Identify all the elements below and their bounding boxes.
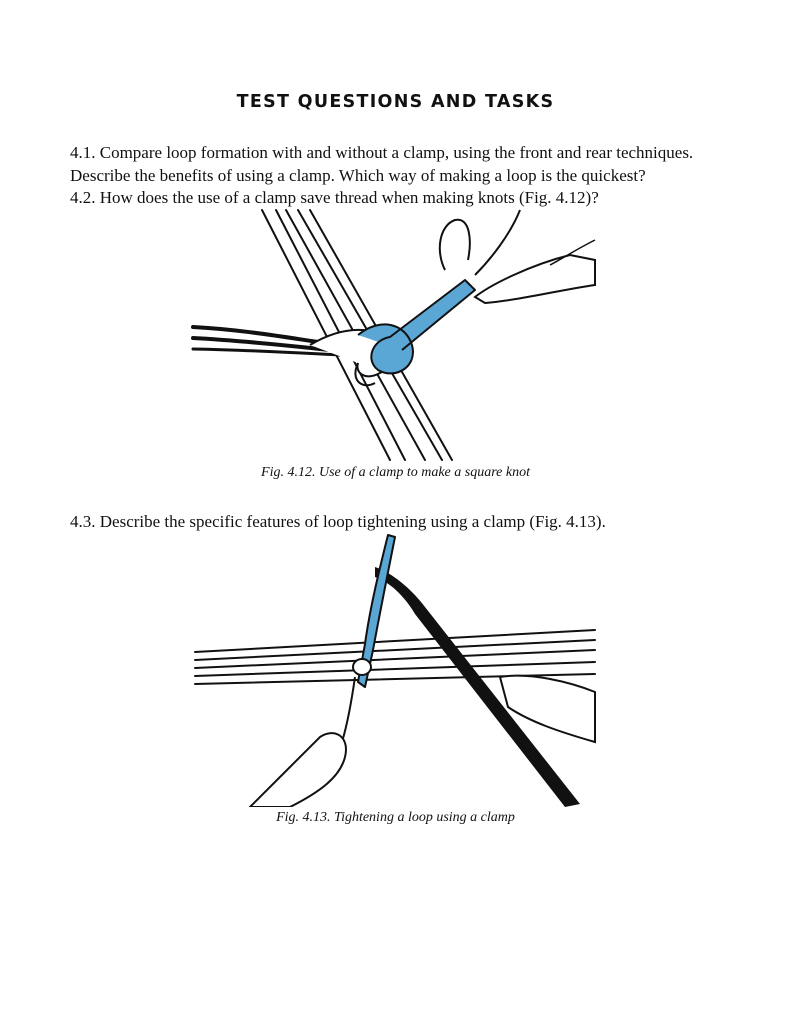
figure-4-12-illustration: [190, 205, 600, 463]
question-4-3: 4.3. Describe the specific features of loop tightening using a clamp (Fig. 4.13).: [70, 512, 606, 531]
question-4-1-continued: Describe the benefits of using a clamp. Which way of making a loop is the quickest?: [70, 165, 646, 185]
figure-4-13-illustration: [190, 532, 600, 807]
page-heading: TEST QUESTIONS AND TASKS: [236, 92, 555, 112]
question-4-2: 4.2. How does the use of a clamp save thread when making knots (Fig. 4.12)?: [70, 188, 599, 207]
question-4-1: 4.1. Compare loop formation with and without a clamp, using the front and rear techniques.: [70, 143, 694, 162]
question-block: [70, 142, 770, 210]
figure-4-12-caption: Fig. 4.12. Use of a clamp to make a square knot: [261, 465, 530, 480]
figure-4-13-caption: Fig. 4.13. Tightening a loop using a clamp: [276, 810, 515, 825]
